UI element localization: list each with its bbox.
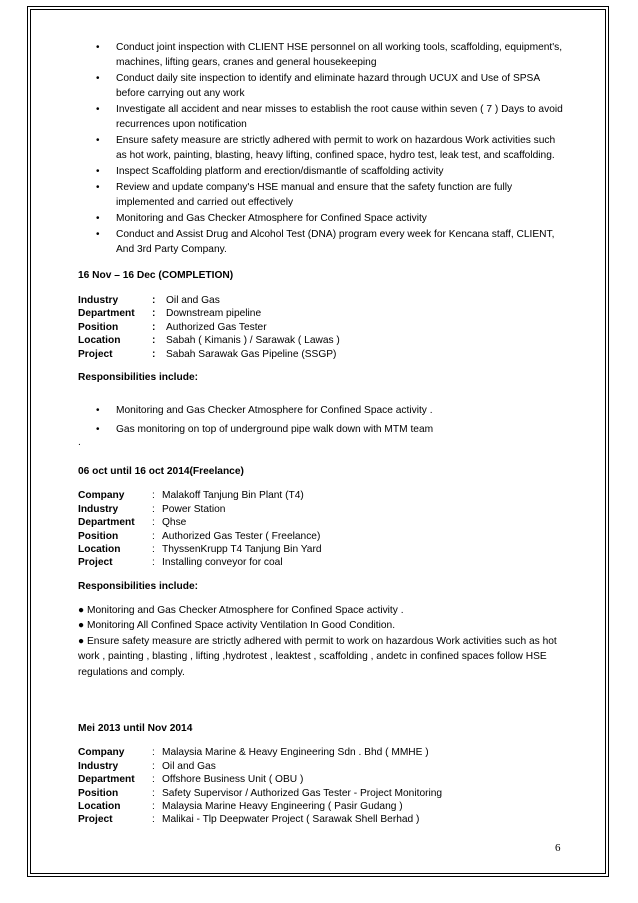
- table-row: [78, 334, 340, 347]
- table-row: [78, 760, 442, 773]
- field-value: Malaysia Marine & Heavy Engineering Sdn . Bhd ( MMHE ): [162, 747, 429, 759]
- field-sep: :: [152, 321, 156, 333]
- field-sep: :: [152, 760, 155, 772]
- job1-details-table: [78, 294, 340, 361]
- job1-trailing-dot: .: [78, 437, 81, 449]
- list-item: ● Monitoring All Confined Space activity Ventilation In Good Condition.: [78, 620, 396, 632]
- job1-bullet-list: [78, 403, 568, 437]
- field-key: Department: [78, 517, 135, 529]
- list-item: • Conduct joint inspection with CLIENT HSE personnel on all working tools, scaffolding, equipment's, machines, lifting gears, cranes and general housekeeping: [78, 40, 568, 70]
- list-item: ● Monitoring and Gas Checker Atmosphere for Confined Space activity .: [78, 604, 404, 616]
- field-value: Power Station: [162, 503, 226, 515]
- field-sep: :: [152, 295, 156, 306]
- table-row: [78, 503, 322, 516]
- table-row: [78, 773, 442, 786]
- field-sep: :: [152, 814, 155, 826]
- field-sep: :: [152, 348, 156, 360]
- list-item: • Investigate all accident and near misses to establish the root cause within seven ( 7 ) Days to avoid recurrences upon notification: [78, 102, 568, 132]
- page-number: 6: [555, 842, 561, 854]
- table-row: [78, 787, 442, 800]
- table-row: [78, 307, 340, 320]
- field-key: Department: [78, 308, 135, 320]
- job3-period-heading: Mei 2013 until Nov 2014: [78, 723, 193, 735]
- field-value: Authorized Gas Tester: [166, 321, 267, 333]
- field-value: Malaysia Marine Heavy Engineering ( Pasir Gudang ): [162, 801, 403, 812]
- field-value: Sabah ( Kimanis ) / Sarawak ( Lawas ): [166, 335, 340, 347]
- field-sep: :: [152, 308, 156, 320]
- table-row: [78, 294, 340, 307]
- field-sep: :: [152, 335, 156, 347]
- list-item: • Conduct daily site inspection to identify and eliminate hazard through UCUX and Use of SPSA before carrying out any work: [78, 71, 568, 101]
- document-body: [78, 40, 568, 827]
- field-sep: :: [152, 774, 155, 786]
- field-key: Position: [78, 787, 119, 799]
- job1-period-heading: 16 Nov – 16 Dec (COMPLETION): [78, 270, 234, 281]
- field-value: Sabah Sarawak Gas Pipeline (SSGP): [166, 348, 337, 360]
- job2-details-table: [78, 489, 322, 569]
- field-value: Oil and Gas: [162, 760, 216, 772]
- field-value: Oil and Gas: [166, 295, 220, 306]
- list-item: • Monitoring and Gas Checker Atmosphere for Confined Space activity: [78, 211, 568, 226]
- field-key: Position: [78, 530, 119, 542]
- table-row: [78, 530, 322, 543]
- list-item: • Monitoring and Gas Checker Atmosphere for Confined Space activity .: [78, 403, 568, 418]
- table-row: [78, 813, 442, 826]
- field-key: Project: [78, 557, 113, 569]
- field-key: Position: [78, 321, 119, 333]
- job3-details-table: [78, 746, 442, 826]
- field-value: ThyssenKrupp T4 Tanjung Bin Yard: [162, 544, 322, 556]
- field-sep: :: [152, 787, 155, 799]
- list-item: • Conduct and Assist Drug and Alcohol Test (DNA) program every week for Kencana staff, CLIENT, And 3rd Party Company.: [78, 227, 568, 257]
- list-item: ● Ensure safety measure are strictly adhered with permit to work on hazardous Work activities such as hot work , painting , blasting , lifting ,hydrotest , leaktest , scaffolding , andetc in confined spaces follow HSE regulations and comply.: [78, 635, 557, 678]
- field-key: Location: [78, 335, 121, 347]
- table-row: [78, 321, 340, 334]
- table-row: [78, 348, 340, 361]
- field-value: Authorized Gas Tester ( Freelance): [162, 530, 321, 542]
- field-value: Offshore Business Unit ( OBU ): [162, 774, 304, 786]
- list-item: • Inspect Scaffolding platform and erection/dismantle of scaffolding activity: [78, 164, 568, 179]
- field-key: Company: [78, 490, 125, 502]
- field-sep: :: [152, 747, 155, 759]
- field-sep: :: [152, 490, 155, 502]
- table-row: [78, 543, 322, 556]
- field-key: Industry: [78, 295, 119, 306]
- job2-responsibilities-heading: Responsibilities include:: [78, 580, 199, 592]
- field-sep: :: [152, 544, 155, 556]
- field-value: Malikai - Tlp Deepwater Project ( Sarawak Shell Berhad ): [162, 814, 420, 826]
- field-key: Location: [78, 544, 121, 556]
- table-row: [78, 556, 322, 569]
- list-item: • Review and update company's HSE manual and ensure that the safety function are fully implemented and carried out effectively: [78, 180, 568, 210]
- field-sep: :: [152, 503, 155, 515]
- field-key: Industry: [78, 760, 119, 772]
- table-row: [78, 516, 322, 529]
- field-key: Location: [78, 801, 121, 812]
- top-bullet-list: [78, 40, 568, 257]
- field-value: Qhse: [162, 517, 187, 529]
- field-sep: :: [152, 801, 155, 812]
- field-value: Downstream pipeline: [166, 308, 262, 320]
- job1-responsibilities-heading: Responsibilities include:: [78, 372, 199, 384]
- list-item: • Ensure safety measure are strictly adhered with permit to work on hazardous Work activities such as hot work, painting, blasting, heavy lifting, confined space, hydro test, leak test, and scaffolding.: [78, 133, 568, 163]
- table-row: [78, 746, 442, 759]
- job2-responsibilities: [78, 603, 568, 681]
- field-key: Company: [78, 747, 125, 759]
- field-sep: :: [152, 530, 155, 542]
- field-key: Project: [78, 814, 113, 826]
- field-key: Industry: [78, 503, 119, 515]
- field-key: Project: [78, 348, 113, 360]
- list-item: • Gas monitoring on top of underground pipe walk down with MTM team: [78, 422, 568, 437]
- field-value: Installing conveyor for coal: [162, 557, 283, 569]
- field-sep: :: [152, 517, 155, 529]
- job2-period-heading: 06 oct until 16 oct 2014(Freelance): [78, 466, 244, 478]
- field-value: Malakoff Tanjung Bin Plant (T4): [162, 490, 304, 502]
- field-sep: :: [152, 557, 155, 569]
- field-value: Safety Supervisor / Authorized Gas Tester - Project Monitoring: [162, 787, 443, 799]
- table-row: [78, 800, 442, 813]
- table-row: [78, 489, 322, 502]
- field-key: Department: [78, 774, 135, 786]
